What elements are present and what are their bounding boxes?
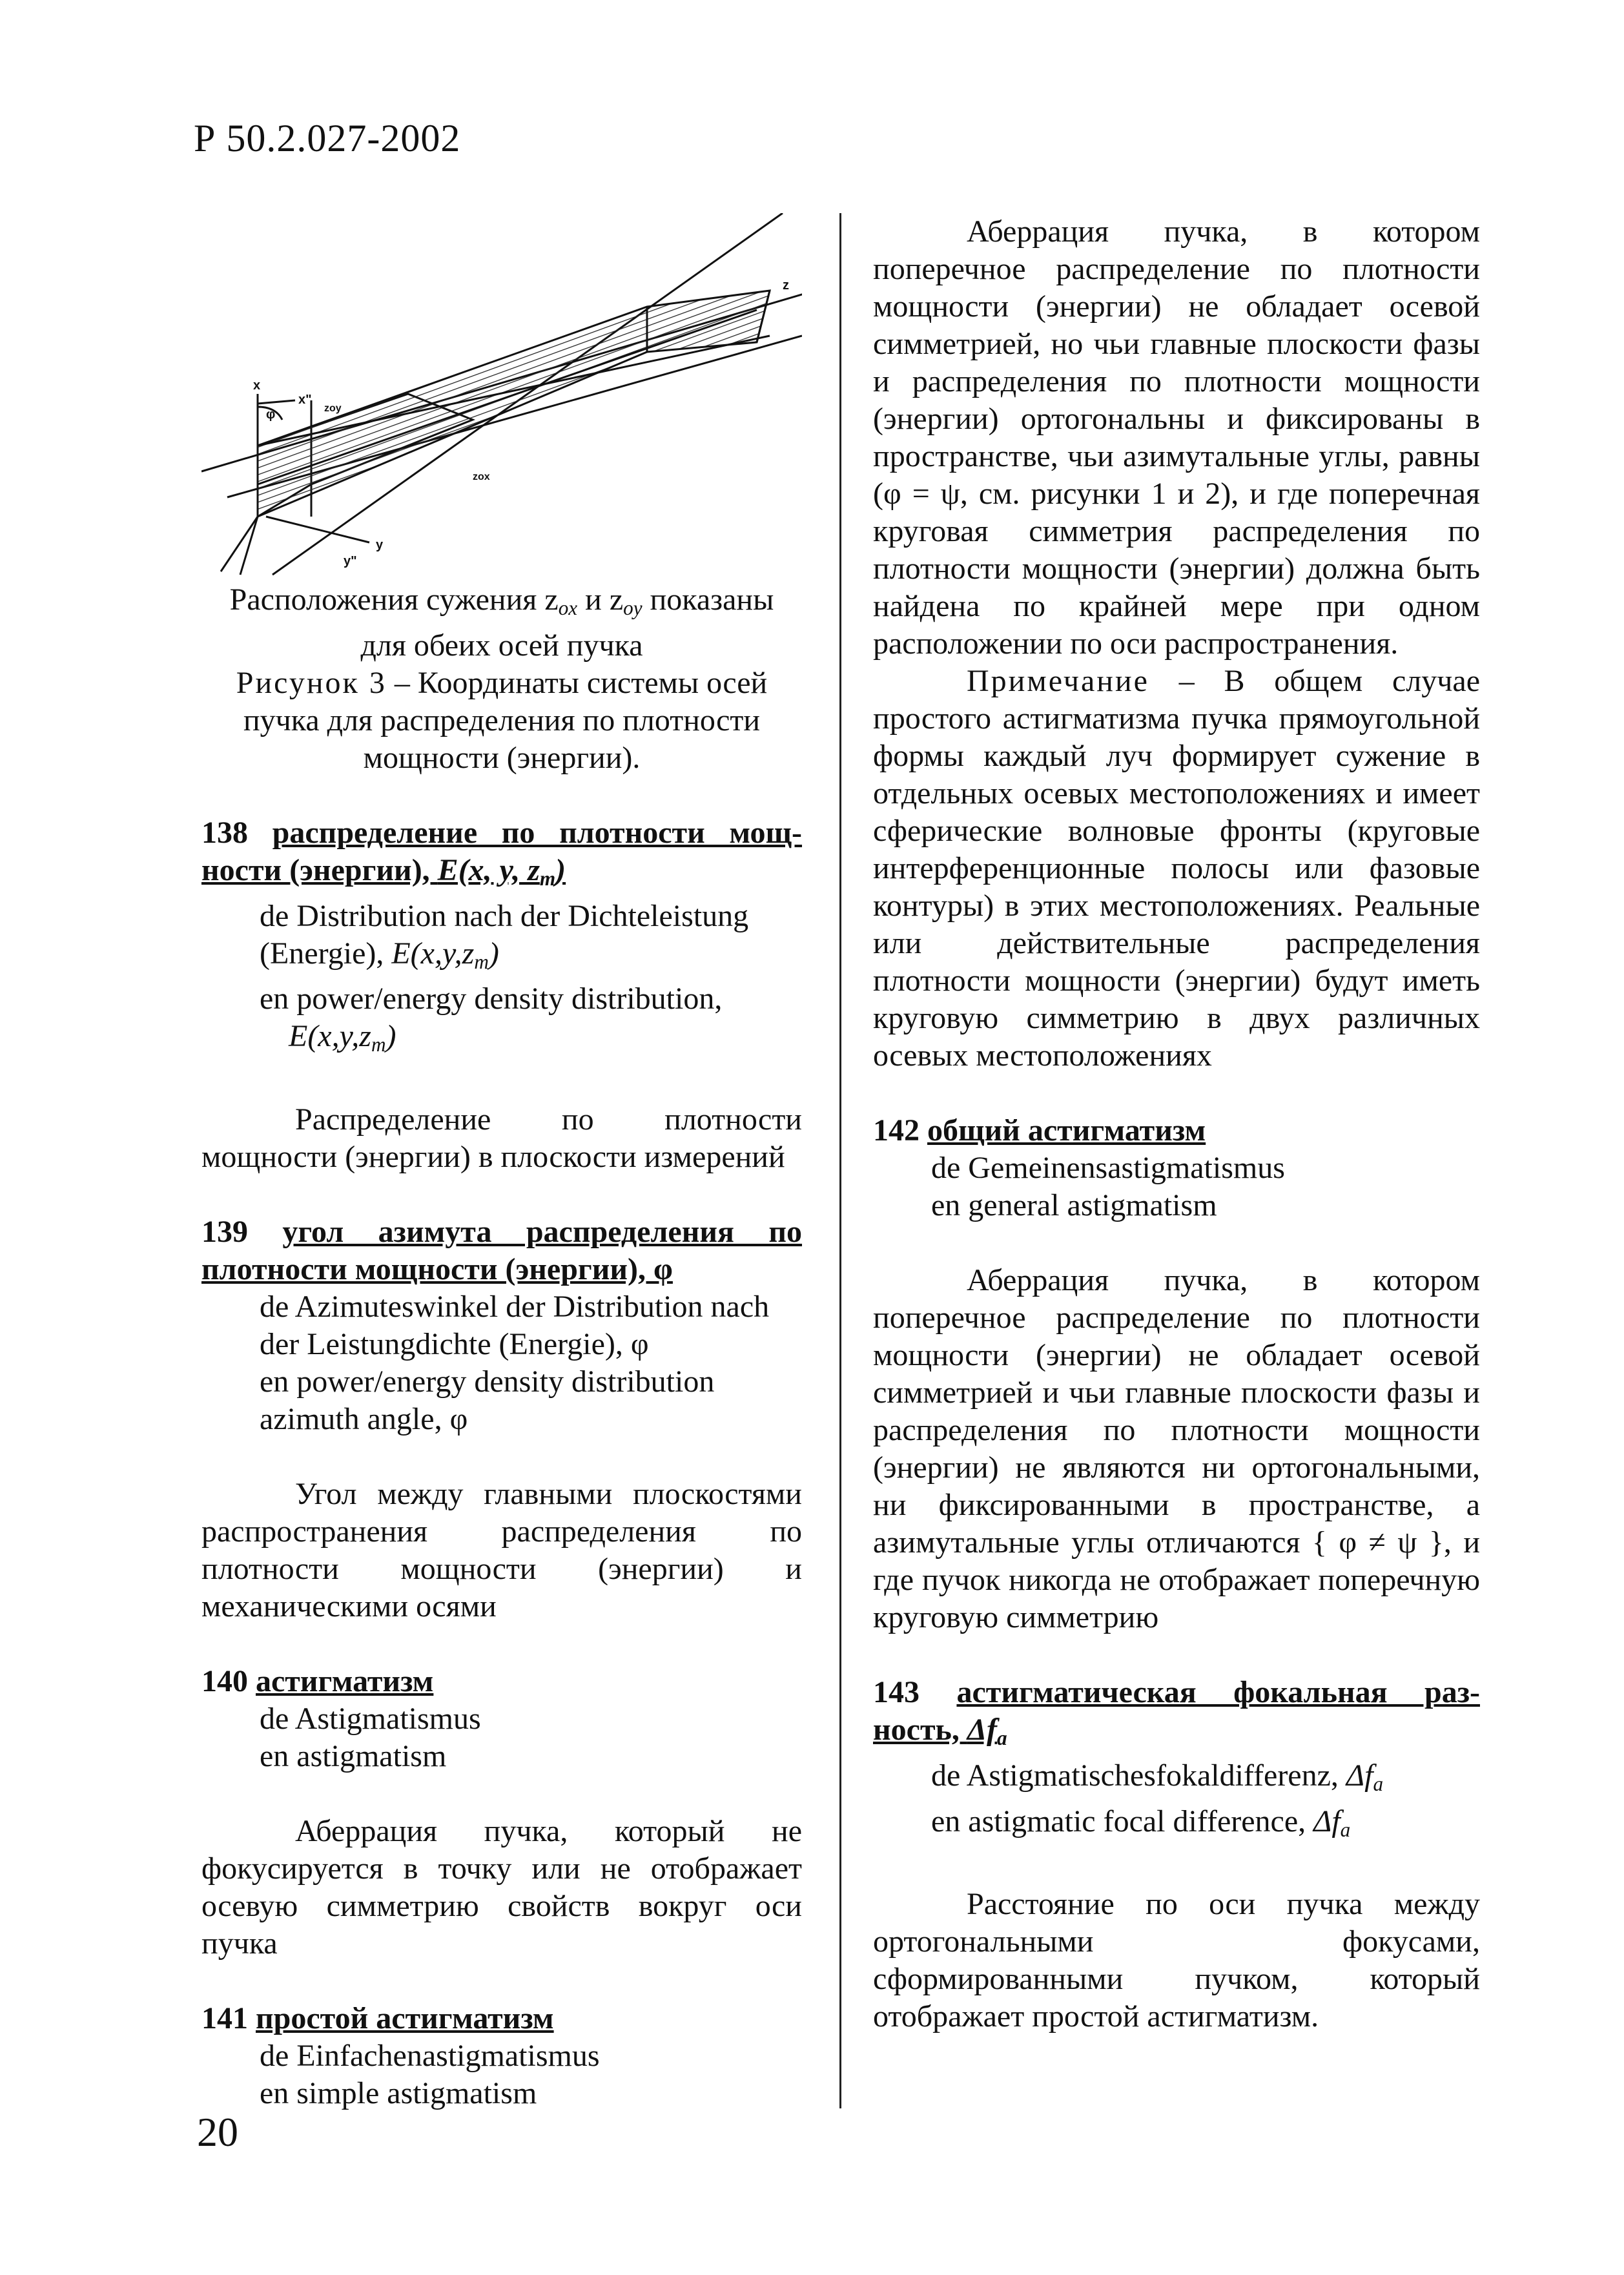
y-label: y [376,538,384,552]
zox-label: zox [473,471,490,482]
figure-caption-line5: мощности (энергии). [363,740,641,775]
en-141: en simple astigmatism [260,2076,537,2111]
term-143-line1: 143 астигматическая фокальная раз- [873,1675,1480,1709]
figure-caption-line4: пучка для распределения по плотности [243,703,761,737]
term-140: 140 астигматизм [201,1664,434,1699]
def-142: Аберрация пучка, в котором поперечное распределение по плотности мощности (энергии) не обладает осевой симметрией и чьи главные плоскости фазы и распределения по плотности мощности (энергии) не являются ни ортогональными, ни фиксированными в пространстве, а азимутальные углы отличаются { φ ≠ ψ }, и где пучок никогда не отображает поперечную круговую симметрию [873,1263,1480,1634]
en-139-line1: en power/energy density distribution [260,1364,715,1399]
z-label: z [783,278,789,293]
right-column [873,213,1480,2035]
y-axis-line [266,517,369,542]
de-140: de Astigmatismus [260,1702,481,1736]
def-141: Аберрация пучка, в котором поперечное распределение по плотности мощности (энергии) не обладает осевой симметрией, но чьи главные плоскости фазы и распределения по плотности мощности (энергии) ортогональны и фиксированы в пространстве, чьи азимутальные углы, равны (φ = ψ, см. рисунки 1 и 2), и где поперечная круговая симметрия распределения по плотности мощности (энергии) должна быть найдена по крайней мере при одном расположении по оси распространения. [873,214,1480,661]
de-139-line1: de Azimuteswinkel der Distribution nach [260,1290,770,1324]
de-142: de Gemeinensastigmatismus [931,1151,1285,1185]
figure-caption-line1: Расположения сужения $z_{ox}$ и $z_{oy}$ показаны [229,582,774,619]
zoy-label: zoy [324,403,342,414]
de-143: de Astigmatischesfokaldifferenz, $\Delta f_a$ [931,1758,1384,1795]
x2-label: x" [298,393,312,407]
def-140: Аберрация пучка, который не фокусируется в точку или не отображает осевую симметрию свойств вокруг оси пучка [201,1814,802,1961]
en-140: en astigmatism [260,1739,447,1774]
note-141: Примечание – В общем случае простого астигматизма пучка прямоугольной формы каждый луч формирует сужение в отдельных осевых местоположениях и имеет сферические волновые фронты (круговые интерференционные полосы или фазовые контуры) в этих местоположениях. Реальные или действительные распределения плотности мощности (энергии) будут иметь круговую симметрию в двух различных осевых местоположениях [873,664,1480,1073]
en-138-line1: en power/energy density distribution, [260,982,723,1016]
de-138-line1: de Distribution nach der Dichteleistung [260,898,749,933]
term-142: 142 общий астигматизм [873,1113,1206,1148]
x-label: x [253,378,261,393]
en-142: en general astigmatism [931,1188,1217,1222]
def-143: Расстояние по оси пучка между ортогональными фокусами, сформированными пучком, который отображает простой астигматизм. [873,1887,1480,2034]
de-138-line2: (Energie), $E(x,y,z_m)$ [260,936,499,973]
en-138-line2: $E(x,y,z_m)$ [289,1019,396,1056]
beam-axes-figure [201,213,802,581]
def-138: Распределение по плотности мощности (энергии) в плоскости измерений [201,1102,802,1175]
term-139-line2: плотности мощности (энергии), φ [201,1252,673,1287]
term-138-line1: 138 распределение по плотности мощ- [201,815,803,850]
phi-label: φ [266,407,276,422]
term-143-line2: ность, $\Delta f_a$ [873,1713,1007,1749]
term-138-line2: ности (энергии), E(x, y, $z_m$) [201,852,566,890]
term-141: 141 простой астигматизм [201,2001,554,2036]
page-number: 20 [197,2109,238,2155]
left-column [201,213,802,2112]
column-divider [839,213,841,2108]
figure-caption-line2: для обеих осей пучка [360,628,643,663]
def-139: Угол между главными плоскостями распространения распределения по плотности мощности (энергии) и механическими осями [201,1477,802,1624]
en-139-line2: azimuth angle, φ [260,1402,468,1437]
de-139-line2: der Leistungdichte (Energie), φ [260,1327,649,1362]
figure-caption-title: Рисунок 3 – Координаты системы осей [236,665,768,700]
term-139-line1: 139 угол азимута распределения по [201,1215,803,1250]
de-141: de Einfachenastigmatismus [260,2039,600,2074]
en-143: en astigmatic focal difference, $\Delta f_a$ [931,1804,1351,1841]
y2-label: y" [344,554,357,568]
document-code: Р 50.2.027-2002 [194,117,461,160]
